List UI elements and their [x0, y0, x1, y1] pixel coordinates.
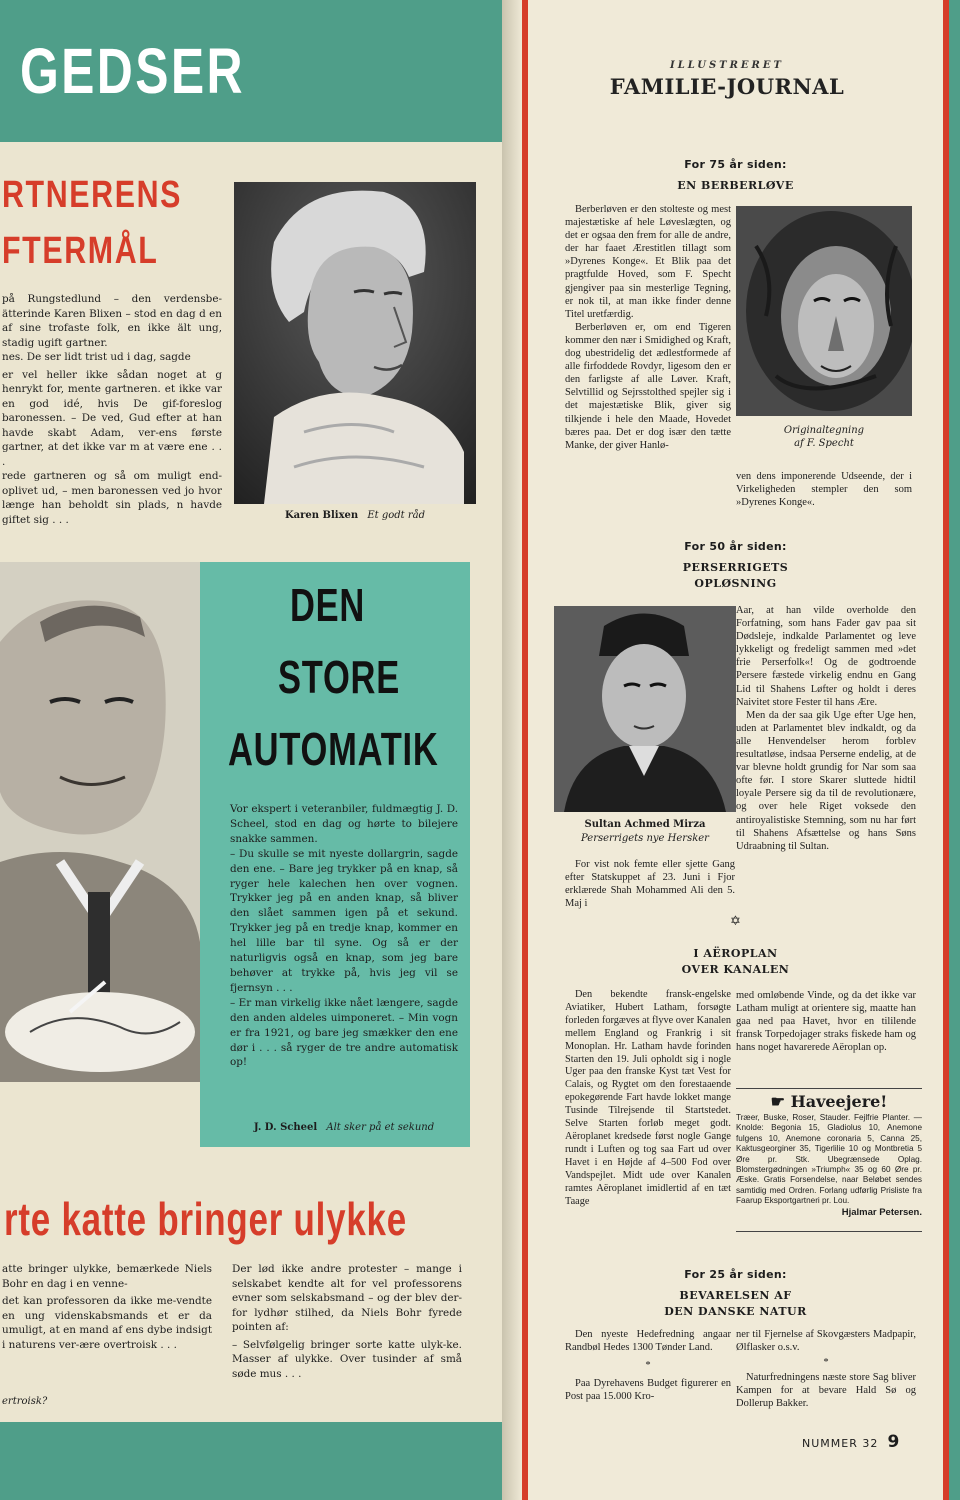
article3-paragraph: atte bringer ulykke, bemærkede Niels Bohr en dag i en venne- — [2, 1263, 212, 1290]
lion-drawing — [736, 206, 912, 416]
ad-text: Træer, Buske, Roser, Stauder. Fejlfrie Planter. — Knolde: Begonia 15, Gladiolus 10, Anemone fulgens 10, Anemone coronaria 5, Canna 25, Kaktusgeorginer 35, Tigerlilie 10 og Montbretia 5 Øre pr. Stk. Ubegrænsede Oplag. Blomstergødningen »Triumph« 35 og 60 Øre pr. Æske. Gratis Forsendelse, naar Beløbet sendes samtidig med Ordren. Forlang udførlig Prisliste fra Faarup Eksportgartneri pr. Lou. — [736, 1113, 922, 1206]
article1-paragraph: nes. De ser lidt trist ud i dag, sagde — [2, 351, 191, 363]
section25-paragraph: ner til Fjernelse af Skovgæsters Madpapir, Ølflasker o.s.v. — [736, 1329, 916, 1354]
page-number: 9 — [887, 1432, 900, 1452]
section75-head: For 75 år siden: — [684, 158, 787, 171]
section25-title-line2: DEN DANSKE NATUR — [664, 1305, 807, 1318]
ad-title — [736, 1092, 922, 1111]
article1-paragraph: rede gartneren og så om muligt end-oplivet ud, – men baronessen ved jo hvor længe han beholdt sin plads, n havde giftet sig . . . — [2, 470, 222, 526]
article3-paragraph: Der lød ikke andre protester – mange i selskabet kendte alt for vel professorens evner som selskabsmand – og der blev der-for lydhør stilhed, da Niels Bohr fyrede pointen af: — [232, 1263, 462, 1333]
footer-band — [0, 1422, 502, 1500]
caption-line: af F. Specht — [794, 438, 854, 449]
aeroplan-title-line1: I AËROPLAN — [693, 947, 778, 960]
page-gutter — [502, 0, 522, 1500]
automatik-title-line1: DEN — [290, 579, 366, 631]
section75-text-right: ven dens imponerende Udseende, der i Virkeligheden stempler den som »Dyrenes Konge«. — [736, 471, 912, 509]
section50-text-left: For vist nok femte eller sjette Gang efter Statskuppet af 23. Juni i Fjor erklærede Shah Mohammed Ali den 5. Maj i — [565, 859, 735, 910]
ad-signature: Hjalmar Petersen. — [841, 1206, 922, 1218]
sultan-photo — [554, 606, 736, 812]
caption-line: Originaltegning — [783, 425, 865, 436]
section25-text-left — [565, 1328, 731, 1403]
automatik-paragraph: – Er man virkelig ikke nået længere, sagde den anden aldeles uimponeret. – Min vogn er fra 1921, og bare jeg smækker den ene dør i . . . så ryger de tre andre automatisk op! — [230, 996, 458, 1069]
issue-number: NUMMER 32 — [802, 1437, 879, 1450]
automatik-body — [230, 802, 458, 1070]
jd-scheel-photo — [0, 562, 200, 1082]
ad-title-text: Haveejere! — [790, 1092, 888, 1111]
caption-sub: Perserrigets nye Hersker — [581, 833, 709, 844]
section50-paragraph: Aar, at han vilde overholde den Forfatning, som hans Fader gav paa sit Dødsleje, indkalde Parlamentet og leve lykkeligt og fredeligt sammen med »det frie Perserfolk«! Og de godtroende Persere fæstede virkelig endnu en Gang Lid til Shahens Løfter og holdt i deres Naivitet store Fester til hans Ære. — [736, 605, 916, 708]
star-separator: * — [823, 1357, 829, 1369]
right-edge-strip — [949, 0, 960, 1500]
caption-quote: Et godt råd — [367, 510, 426, 521]
hand-icon: ☛ — [770, 1092, 785, 1111]
section75-title: EN BERBERLØVE — [677, 179, 794, 192]
sultan-caption — [554, 818, 736, 846]
article3-paragraph: – Selvfølgelig bringer sorte katte ulyk-ke. Masser af ulykke. Over tusinder af små søde mus . . . — [232, 1338, 462, 1380]
article3-footer-caption: ertroisk? — [2, 1396, 48, 1407]
article3-col1 — [2, 1262, 212, 1352]
section25-title-line1: BEVARELSEN AF — [679, 1289, 792, 1302]
aeroplan-text-right: med omløbende Vinde, og da det ikke var Latham muligt at orientere sig, maatte han gaa ned paa Havet, hvor en tililende fransk Torpedojager straks fiskede ham og hans noget havarerede Aëroplan op. — [736, 990, 916, 1054]
aeroplan-title-line2: OVER KANALEN — [681, 963, 790, 976]
jd-scheel-caption — [230, 1122, 458, 1133]
section25-paragraph: Den nyeste Hedefredning angaar Randbøl Hedes 1300 Tønder Land. — [565, 1329, 731, 1354]
section50-head: For 50 år siden: — [684, 540, 787, 553]
section50-text-right — [736, 604, 916, 853]
masthead-small: ILLUSTRERET — [670, 60, 784, 71]
section75-text-left — [565, 203, 731, 452]
article1-body — [2, 292, 222, 527]
caption-quote: Alt sker på et sekund — [326, 1122, 435, 1133]
header-title: GEDSER — [20, 35, 245, 107]
page-footer — [802, 1432, 942, 1452]
star-separator: * — [645, 1360, 651, 1372]
section50-title-line1: PERSERRIGETS — [682, 561, 789, 574]
section25-text-right — [736, 1328, 916, 1411]
section75-paragraph: Berberløven er den stolteste og mest majestætiske af hele Løveslægten, og det er ogsaa den frem for alle de andre, der har faaet Ærestitlen tillagt som »Dyrenes Konge«. Et Blik paa det pragtfulde Hoved, som F. Specht gjengiver paa sin mesterlige Tegning, er nok til, at man ikke finder denne Titel uretfærdig. — [565, 204, 731, 320]
automatik-title-line2: STORE — [278, 651, 400, 703]
star-separator: ✡ — [730, 914, 741, 929]
karen-blixen-photo — [234, 182, 476, 504]
section25-paragraph: Paa Dyrehavens Budget figurerer en Post paa 15.000 Kro- — [565, 1378, 731, 1403]
lion-caption — [736, 424, 912, 450]
article1-title-line2: FTERMÅL — [2, 230, 159, 272]
article3-title: rte katte bringer ulykke — [4, 1193, 407, 1245]
article3-col2 — [232, 1262, 462, 1381]
haveejere-ad — [736, 1088, 922, 1232]
right-page — [522, 0, 960, 1500]
automatik-paragraph: Vor ekspert i veteranbiler, fuldmægtig J. D. Scheel, stod en dag og hørte to bilejere snakke sammen. — [230, 803, 458, 845]
portrait-illustration — [0, 562, 200, 1082]
article1-paragraph: på Rungstedlund – den verdensbe-ätterinde Karen Blixen – stod en dag d en af sine trofaste folk, en ikke ält ung, stadig ugift gartner. — [2, 293, 222, 349]
portrait-illustration — [234, 182, 476, 504]
section25-paragraph: Naturfredningens næste store Sag bliver Kampen for at bevare Hald Sø og Dollerup Bakker. — [736, 1372, 916, 1410]
masthead-title: FAMILIE-JOURNAL — [609, 74, 845, 99]
automatik-paragraph: – Du skulle se mit nyeste dollargrin, sagde den ene. – Bare jeg trykker på en knap, så ryger hele kalechen hen over vognen. Trykker jeg på en anden knap, så bliver den slået sammen igen på et sekund. Trykker jeg på en tredje knap, kommer en hel lille bar til syne. Og så er der naturligvis også en knap, som jeg bare behøver at trykke på, hvis jeg vil se fjernsyn . . . — [230, 847, 458, 994]
karen-blixen-caption — [234, 510, 476, 521]
lion-illustration — [736, 206, 912, 416]
caption-name: J. D. Scheel — [253, 1122, 318, 1133]
section50-title-line2: OPLØSNING — [694, 577, 777, 590]
portrait-illustration — [554, 606, 736, 812]
section75-paragraph: Berberløven er, om end Tigeren kommer den nær i Smidighed og Kraft, dog ubestridelig det ædlestformede af alle firfoddede Rovdyr, ligesom den er den farligste af alle Løver. Kraft, Selvtillid og Sejrsstolthed spejler sig i det majestætiske Blik, giver sig tilkjende i hele den Maade, Hovedet bæres paa. Det er dog især den tætte Manke, der giver Hanlø- — [565, 321, 731, 451]
section25-head: For 25 år siden: — [684, 1268, 787, 1281]
section50-paragraph: Men da der saa gik Uge efter Uge hen, uden at Parlamentet blev indkaldt, og da alle Henvendelser herom forblev resultatløse, indsaa Perserne endelig, at de var blevne holdt grundig for Nar som saa ofte før. I store Skarer sluttede hidtil loyale Persere sig da til de revolutionære, og over hele Riget voksede den antiroyalistiske Stemning, som nu har ført til Shahens Afsættelse og hans Søns Udraabning til Sultan. — [736, 709, 916, 852]
article1-paragraph: er vel heller ikke sådan noget at g henrykt for, mente gartneren. et ikke var en god idé, hvis De gif-foreslog baronessen. – De ved, Gud efter at han havde skabt Adam, ver-ens første gartner, at det ikke var m at være ene . . . — [2, 368, 222, 468]
caption-name: Sultan Achmed Mirza — [584, 819, 706, 830]
article1-title-line1: RTNERENS — [2, 174, 183, 216]
aeroplan-text-left: Den bekendte fransk-engelske Aviatiker, Hubert Latham, forsøgte forleden forgæves at flyve over Kanalen mellem England og Frankrig i sit Monoplan. Hr. Latham havde forinden Starten den 19. Juli opholdt sig i nogle Uger paa den franske Kyst tæt Vest for Calais, og Rygtet om den forestaaende epokegørende Fart havde lokket mange Tusinde Tilrejsende til Startstedet. Selve Starten forløb meget godt. Aëroplanet kredsede først nogle Gange rundt i Luften og tog saa Fart ud over Havet i en Højde af 4–500 Fod over Vandspejlet. Midt ude over Kanalen ramtes Aëroplanet imidlertid af en tæt Taage — [565, 989, 731, 1207]
automatik-title-line3: AUTOMATIK — [228, 723, 439, 775]
caption-name: Karen Blixen — [284, 510, 359, 521]
article3-paragraph: det kan professoren da ikke me-vendte en ung videnskabsmands et er da umuligt, at en mand af ens dybe indsigt i naturens ver-ære overtroisk . . . — [2, 1295, 212, 1351]
